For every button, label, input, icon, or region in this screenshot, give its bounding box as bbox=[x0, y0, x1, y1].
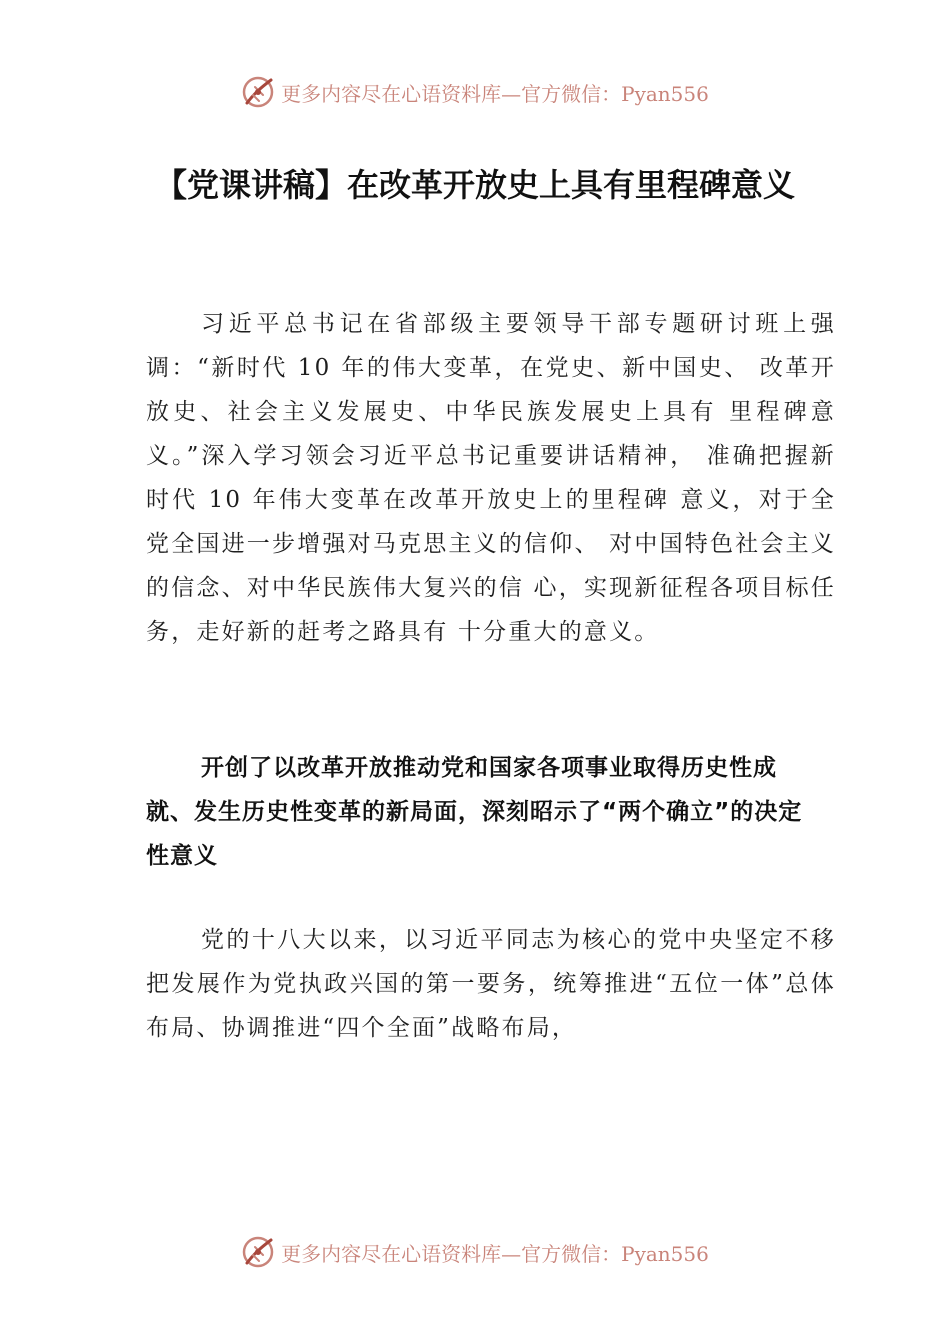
watermark-text: 更多内容尽在心语资料库—官方微信：Pyan556 bbox=[281, 1241, 709, 1266]
document-title: 【党课讲稿】在改革开放史上具有里程碑意义 bbox=[154, 166, 795, 204]
watermark-text: 更多内容尽在心语资料库—官方微信：Pyan556 bbox=[281, 81, 709, 106]
body-paragraph-2: 党的十八大以来，以习近平同志为核心的党中央坚定不移把发展作为党执政兴国的第一要务，统筹推进“五位一体”总体布局、协调推进“四个全面”战略布局， bbox=[146, 927, 836, 1041]
watermark-banner-top bbox=[0, 70, 950, 114]
quill-seal-icon bbox=[241, 1235, 275, 1269]
section-heading: 开创了以改革开放推动党和国家各项事业取得历史性成就、发生历史性变革的新局面，深刻昭示了“两个确立”的决定性意义 bbox=[146, 755, 803, 869]
watermark-banner-bottom bbox=[0, 1230, 950, 1274]
body-paragraph-1: 习近平总书记在省部级主要领导干部专题研讨班上强调：“新时代 10 年的伟大变革，在党史、新中国史、 改革开放史、社会主义发展史、中华民族发展史上具有 里程碑意义。”深入学习领会习近平总书记重要讲话精神， 准确把握新时代 10 年伟大变革在改革开放史上的里程碑 意义，对于全党全国进一步增强对马克思主义的信仰、 对中国特色社会主义的信念、对中华民族伟大复兴的信 心，实现新征程各项目标任务，走好新的赶考之路具有 十分重大的意义。 bbox=[146, 311, 836, 645]
quill-seal-icon bbox=[241, 75, 275, 109]
